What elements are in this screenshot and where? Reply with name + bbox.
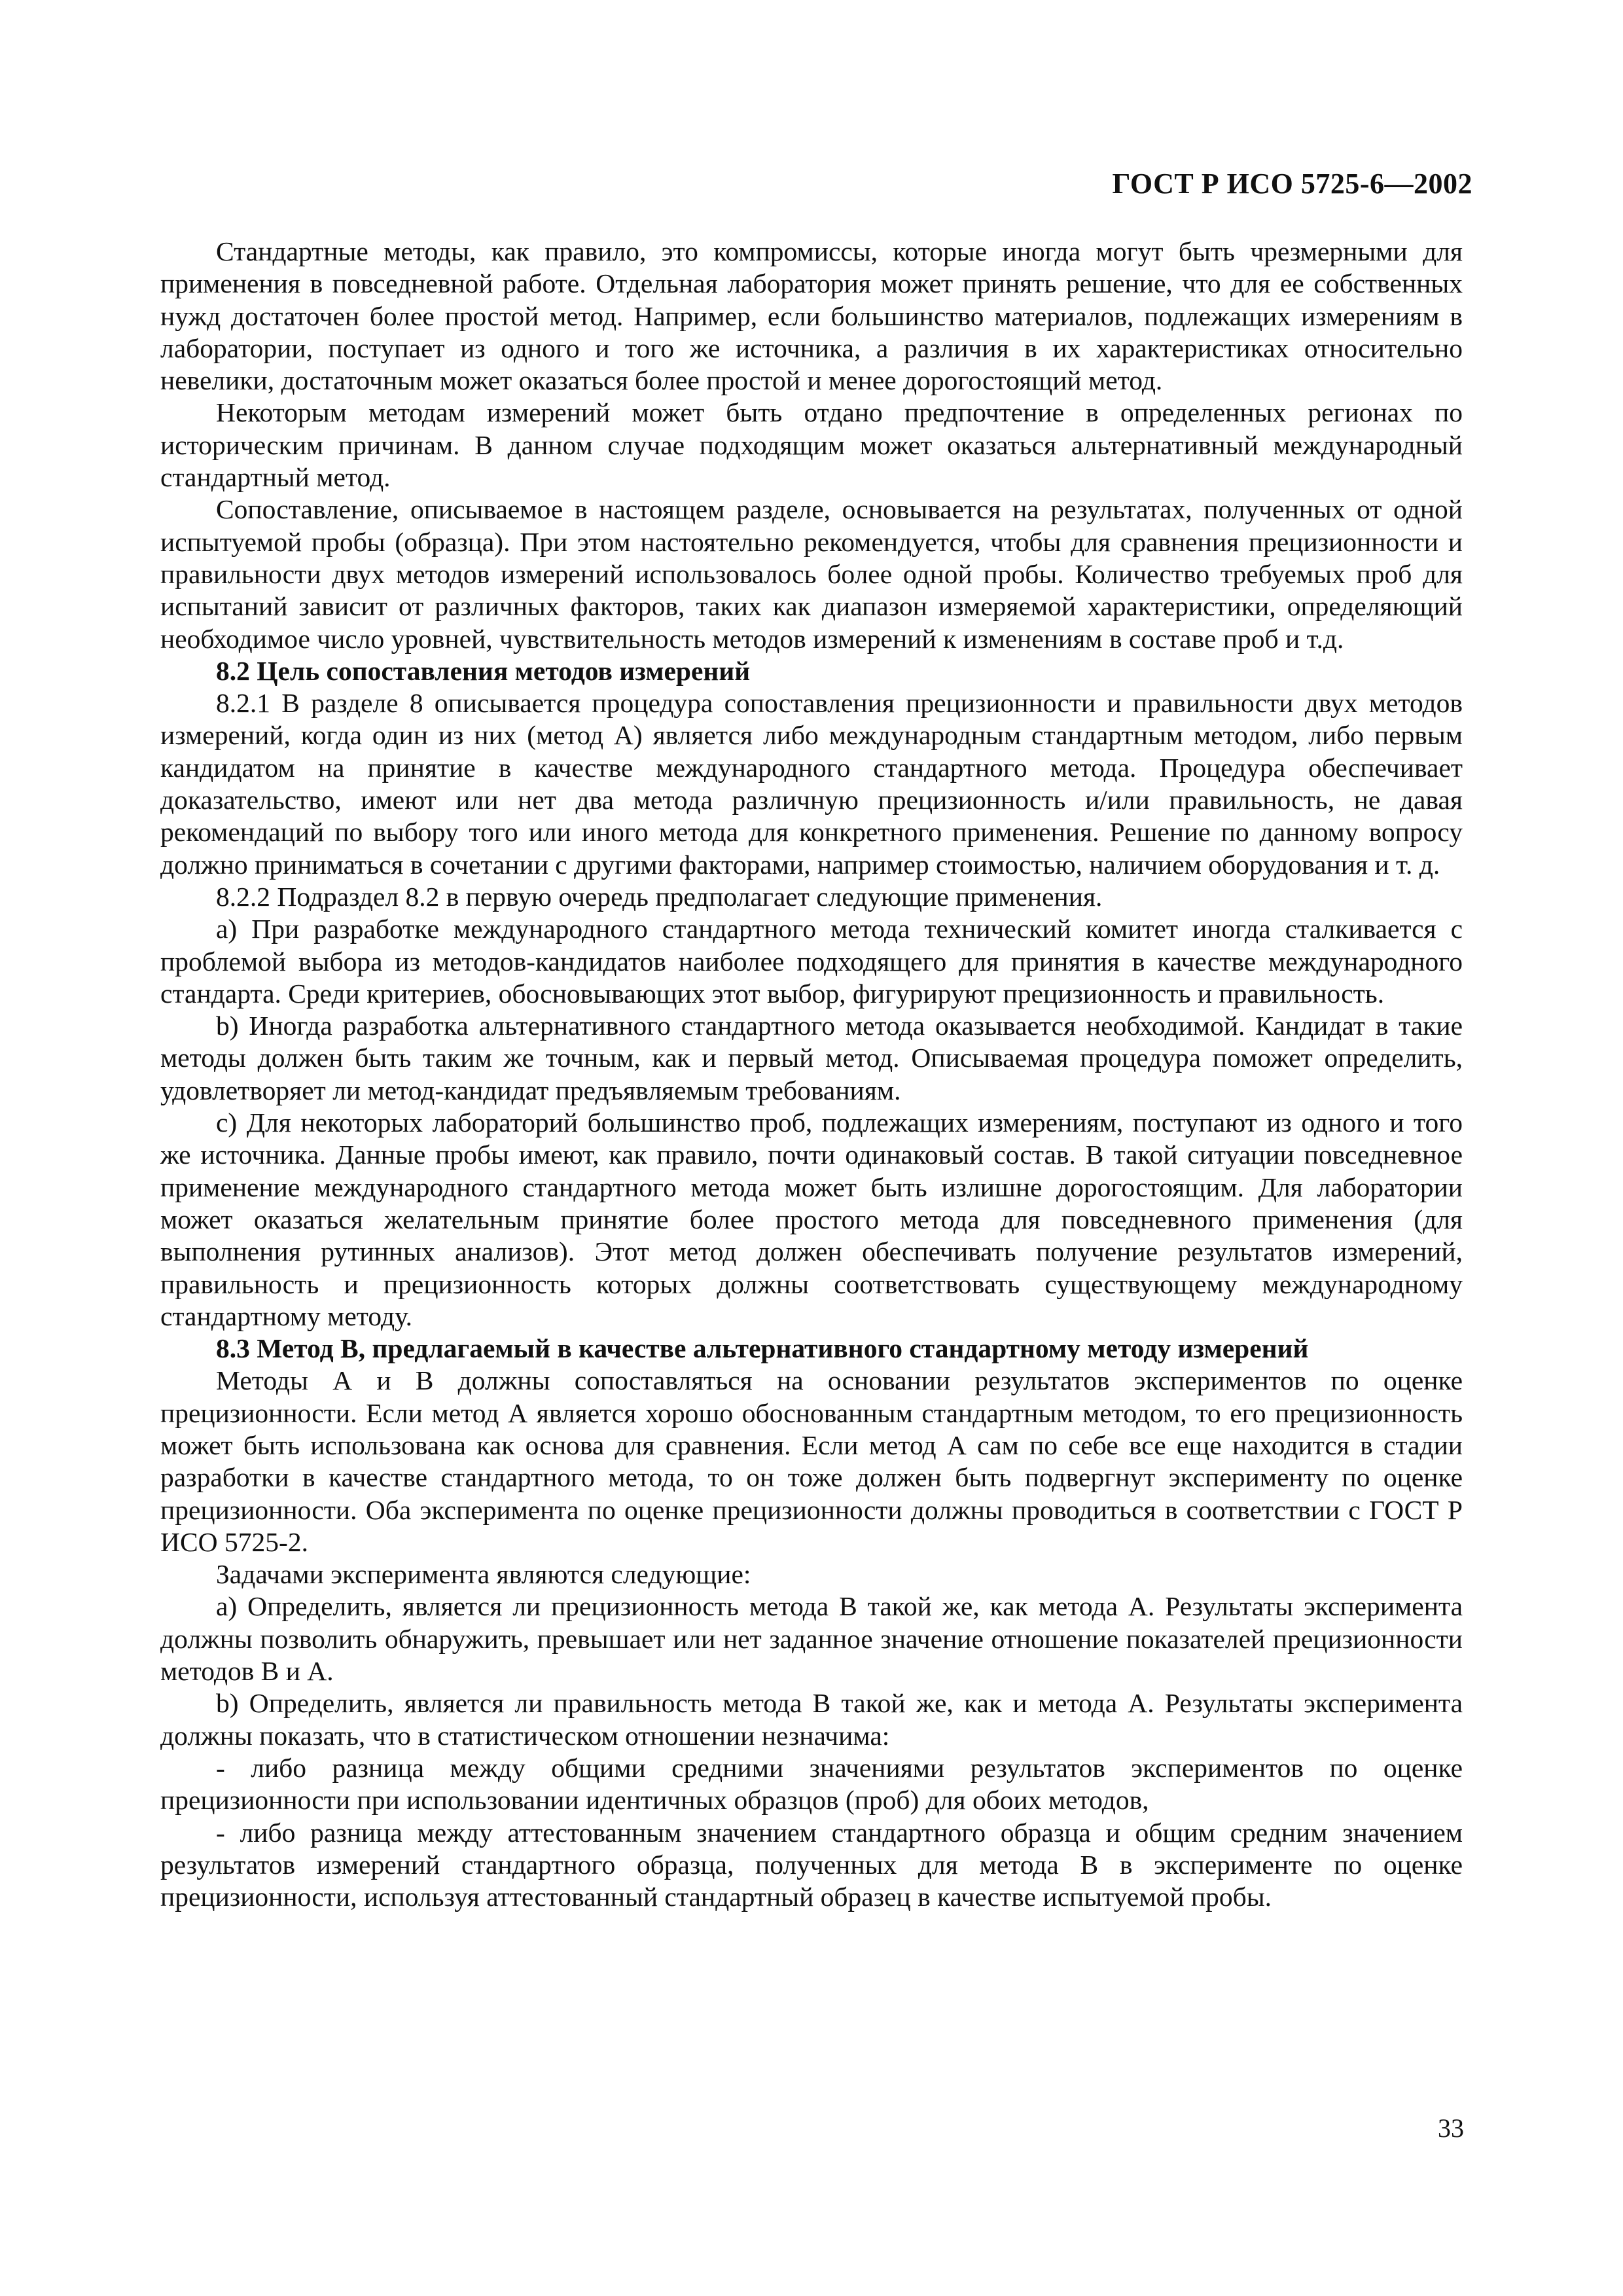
paragraph: Методы А и В должны сопоставляться на основании результатов экспериментов по оценке прецизионности. Если метод А является хорошо обоснованным стандартным методом, то его прецизионность может быть использована как основа для сравнения. Если метод А сам по себе все еще находится в стадии разработки в качестве стандартного метода, то он тоже должен быть подвергнут эксперименту по оценке прецизионности. Оба эксперимента по оценке прецизионности должны проводиться в соответствии с ГОСТ Р ИСО 5725-2. [160, 1365, 1463, 1557]
paragraph: Стандартные методы, как правило, это компромиссы, которые иногда могут быть чрезмерными для применения в повседневной работе. Отдельная лаборатория может принять решение, что для ее собственных нужд достаточен более простой метод. Например, если большинство материалов, подлежащих измерениям в лаборатории, поступает из одного и того же источника, а различия в их характеристиках относительно невелики, достаточным может оказаться более простой и менее дорогостоящий метод. [160, 236, 1463, 396]
page-number: 33 [1438, 2113, 1464, 2143]
document-code-header: ГОСТ Р ИСО 5725-6—2002 [1112, 168, 1472, 200]
paragraph: Сопоставление, описываемое в настоящем разделе, основывается на результатах, полученных от одной испытуемой пробы (образца). При этом настоятельно рекомендуется, чтобы для сравнения прецизионности и правильности двух методов измерений использовалось более одной пробы. Количество требуемых проб для испытаний зависит от различных факторов, таких как диапазон измеряемой характеристики, определяющий необходимое число уровней, чувствительность методов измерений к изменениям в составе проб и т.д. [160, 494, 1463, 654]
list-item: а) При разработке международного стандартного метода технический комитет иногда сталкивается с проблемой выбора из методов-кандидатов наиболее подходящего для принятия в качестве международного стандарта. Среди критериев, обосновывающих этот выбор, фигурируют прецизионность и правильность. [160, 914, 1463, 1009]
list-item: с) Для некоторых лабораторий большинство проб, подлежащих измерениям, поступают из одного и того же источника. Данные пробы имеют, как правило, почти одинаковый состав. В такой ситуации повседневное применение международного стандартного метода может быть излишне дорогостоящим. Для лаборатории может оказаться желательным принятие более простого метода для повседневного применения (для выполнения рутинных анализов). Этот метод должен обеспечивать получение результатов измерений, правильность и прецизионность которых должны соответствовать существующему международному стандартному методу. [160, 1107, 1463, 1331]
page-body [160, 236, 1463, 1913]
list-item: b) Иногда разработка альтернативного стандартного метода оказывается необходимой. Кандидат в такие методы должен быть таким же точным, как и первый метод. Описываемая процедура поможет определить, удовлетворяет ли метод-кандидат предъявляемым требованиям. [160, 1011, 1463, 1105]
list-item: а) Определить, является ли прецизионность метода В такой же, как метода А. Результаты эксперимента должны позволить обнаружить, превышает или нет заданное значение отношение показателей прецизионности методов В и А. [160, 1591, 1463, 1687]
paragraph: 8.2.2 Подраздел 8.2 в первую очередь предполагает следующие применения. [216, 881, 1103, 912]
section-heading-8-2: 8.2 Цель сопоставления методов измерений [216, 655, 751, 686]
list-item: b) Определить, является ли правильность метода В такой же, как и метода А. Результаты эксперимента должны показать, что в статистическом отношении незначима: [160, 1688, 1463, 1751]
list-item: - либо разница между аттестованным значением стандартного образца и общим средним значением результатов измерений стандартного образца, полученных для метода В в эксперименте по оценке прецизионности, используя аттестованный стандартный образец в качестве испытуемой пробы. [160, 1817, 1463, 1912]
paragraph: 8.2.1 В разделе 8 описывается процедура сопоставления прецизионности и правильности двух методов измерений, когда один из них (метод А) является либо международным стандартным методом, либо первым кандидатом на принятие в качестве международного стандартного метода. Процедура обеспечивает доказательство, имеют или нет два метода различную прецизионность и/или правильность, не давая рекомендаций по выбору того или иного метода для конкретного применения. Решение по данному вопросу должно приниматься в сочетании с другими факторами, например стоимостью, наличием оборудования и т. д. [160, 688, 1463, 880]
section-heading-8-3: 8.3 Метод В, предлагаемый в качестве альтернативного стандартному методу измерений [216, 1333, 1309, 1364]
paragraph: Некоторым методам измерений может быть отдано предпочтение в определенных регионах по историческим причинам. В данном случае подходящим может оказаться альтернативный международный стандартный метод. [160, 397, 1463, 493]
list-item: - либо разница между общими средними значениями результатов экспериментов по оценке прецизионности при использовании идентичных образцов (проб) для обоих методов, [160, 1752, 1463, 1816]
paragraph: Задачами эксперимента являются следующие: [216, 1559, 751, 1590]
